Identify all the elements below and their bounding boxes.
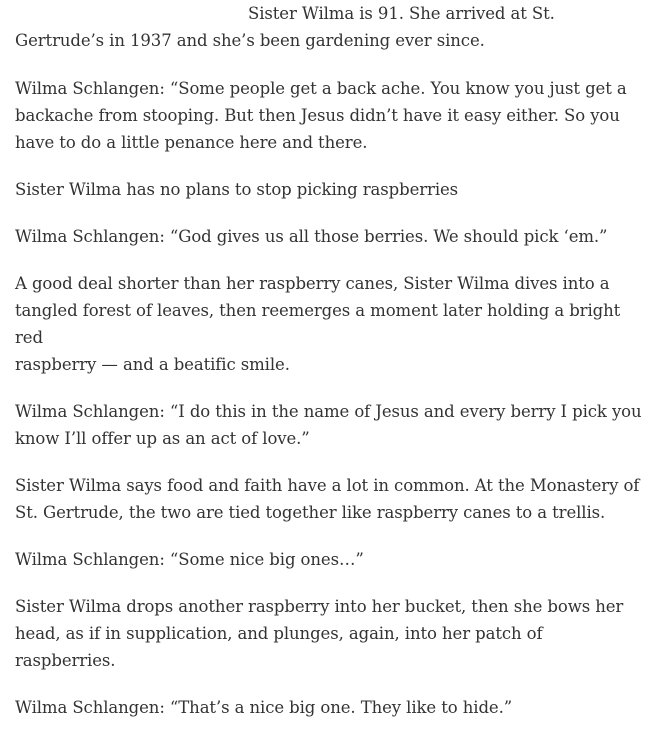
quote-line-3: have to do a little penance here and there.: [15, 133, 368, 152]
paragraph-quote-big-ones: [15, 546, 645, 573]
paragraph-no-plans: [15, 176, 645, 203]
food-faith-line-2: St. Gertrude, the two are tied together like raspberry canes to a trellis.: [15, 503, 606, 522]
paragraph-intro: [15, 0, 645, 54]
paragraph-dives: [15, 270, 645, 378]
dives-line-3: raspberry — and a beatific smile.: [15, 355, 290, 374]
bucket-line-1: Sister Wilma drops another raspberry into her bucket, then she bows her: [15, 597, 624, 616]
food-faith-line-1: Sister Wilma says food and faith have a lot in common. At the Monastery of: [15, 476, 640, 495]
intro-line-2: Gertrude’s in 1937 and she’s been gardening ever since.: [15, 31, 485, 50]
love-quote-line-2: know I’ll offer up as an act of love.”: [15, 429, 310, 448]
article-body: [15, 0, 645, 741]
quote-line-2: backache from stooping. But then Jesus didn’t have it easy either. So you: [15, 106, 620, 125]
big-ones-quote-line: Wilma Schlangen: “Some nice big ones…”: [15, 550, 364, 569]
paragraph-quote-love: [15, 398, 645, 452]
paragraph-quote-berries: [15, 223, 645, 250]
hide-quote-line: Wilma Schlangen: “That’s a nice big one. They like to hide.”: [15, 698, 513, 717]
no-plans-line: Sister Wilma has no plans to stop picking raspberries: [15, 180, 459, 199]
paragraph-bucket: [15, 593, 645, 674]
bucket-line-2: head, as if in supplication, and plunges, again, into her patch of raspberries.: [15, 624, 543, 670]
paragraph-quote-backache: [15, 75, 645, 156]
love-quote-line-1: Wilma Schlangen: “I do this in the name of Jesus and every berry I pick you: [15, 402, 642, 421]
dives-line-1: A good deal shorter than her raspberry canes, Sister Wilma dives into a: [15, 274, 610, 293]
paragraph-food-faith: [15, 472, 645, 526]
intro-line-1: Sister Wilma is 91. She arrived at St.: [248, 4, 555, 23]
paragraph-quote-hide: [15, 694, 645, 721]
berries-quote-line: Wilma Schlangen: “God gives us all those berries. We should pick ‘em.”: [15, 227, 608, 246]
quote-line-1: Wilma Schlangen: “Some people get a back ache. You know you just get a: [15, 79, 627, 98]
dives-line-2: tangled forest of leaves, then reemerges a moment later holding a bright red: [15, 301, 621, 347]
